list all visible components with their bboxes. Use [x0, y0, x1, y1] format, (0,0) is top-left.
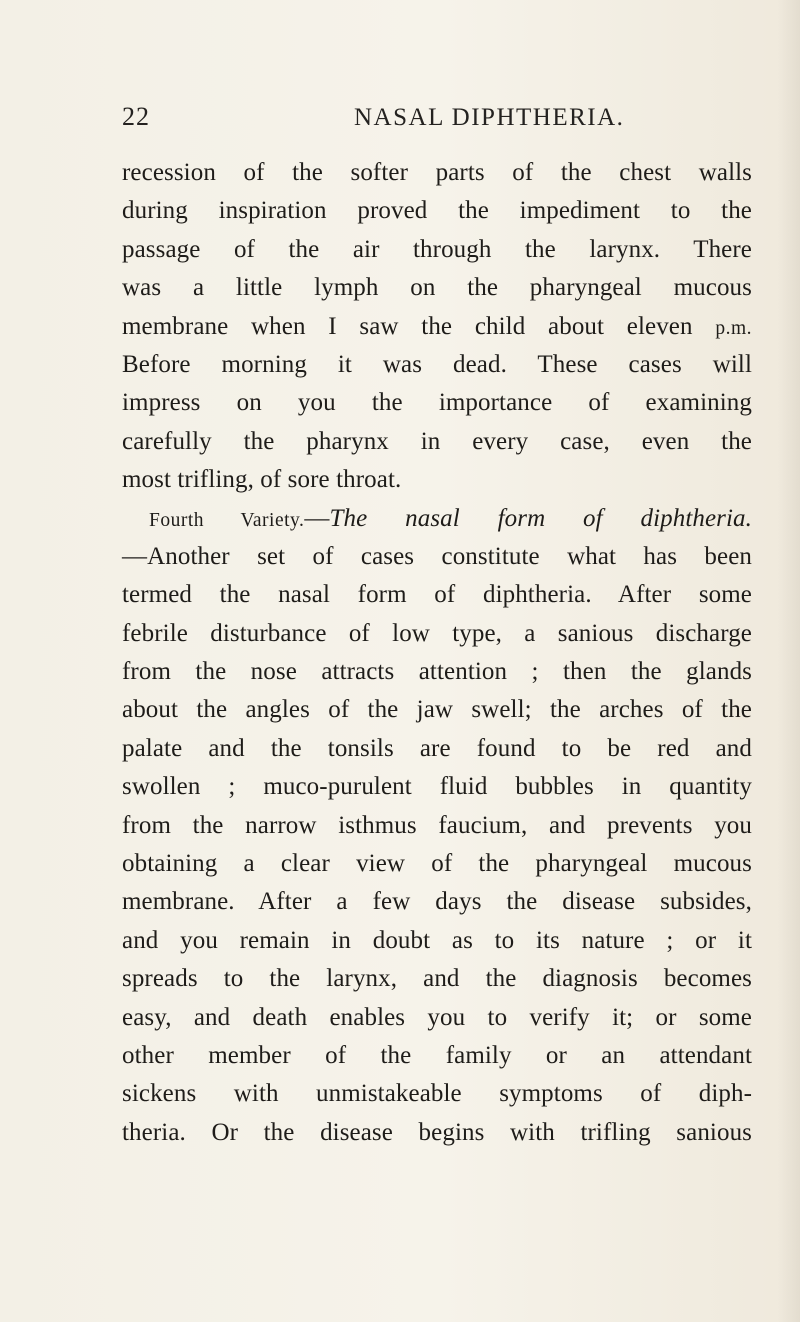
text-line: from the nose attracts attention ; then the glands	[122, 658, 752, 686]
text-line: during inspiration proved the impediment to the	[122, 197, 752, 225]
text-line	[122, 308, 752, 346]
text-line: Before morning it was dead. These cases will	[122, 350, 752, 378]
text-line: about the angles of the jaw swell; the arches of the	[122, 696, 752, 724]
text-line: easy, and death enables you to verify it; or some	[122, 1003, 752, 1031]
page-edge-shadow	[778, 0, 800, 1322]
running-head: NASAL DIPHTHERIA.	[354, 104, 625, 131]
text-line: impress on you the importance of examining	[122, 389, 752, 417]
text-line: sickens with unmistakeable symptoms of diph-	[122, 1080, 752, 1108]
text-line: and you remain in doubt as to its nature ; or it	[122, 926, 752, 954]
text-segment: membrane when I saw the child about eleven	[122, 312, 693, 340]
text-line: theria. Or the disease begins with trifling sanious	[122, 1118, 752, 1146]
text-line: recession of the softer parts of the chest walls	[122, 159, 752, 186]
text-line: membrane. After a few days the disease subsides,	[122, 888, 752, 916]
text-line: spreads to the larynx, and the diagnosis becomes	[122, 965, 752, 993]
text-line: was a little lymph on the pharyngeal mucous	[122, 274, 752, 302]
section-dash: —	[304, 504, 330, 532]
text-line: palate and the tonsils are found to be red and	[122, 734, 752, 762]
text-line: most trifling, of sore throat.	[122, 466, 402, 494]
section-heading-line	[122, 500, 752, 538]
page-header	[122, 102, 752, 136]
time-abbreviation: p.m.	[715, 317, 752, 339]
text-line: —Another set of cases constitute what has been	[122, 542, 752, 570]
text-line: carefully the pharynx in every case, even the	[122, 427, 752, 455]
text-line: passage of the air through the larynx. There	[122, 235, 752, 263]
section-label: Fourth Variety.	[149, 509, 305, 531]
text-line: other member of the family or an attendant	[122, 1041, 752, 1069]
page-number: 22	[122, 102, 150, 131]
text-line: termed the nasal form of diphtheria. After some	[122, 581, 752, 609]
text-line: swollen ; muco-purulent fluid bubbles in quantity	[122, 773, 752, 801]
text-line: febrile disturbance of low type, a sanious discharge	[122, 619, 752, 647]
text-line: from the narrow isthmus faucium, and prevents you	[122, 811, 752, 839]
section-title: The nasal form of diphtheria.	[329, 504, 752, 532]
body-text	[122, 154, 752, 1152]
text-line: obtaining a clear view of the pharyngeal mucous	[122, 850, 752, 878]
